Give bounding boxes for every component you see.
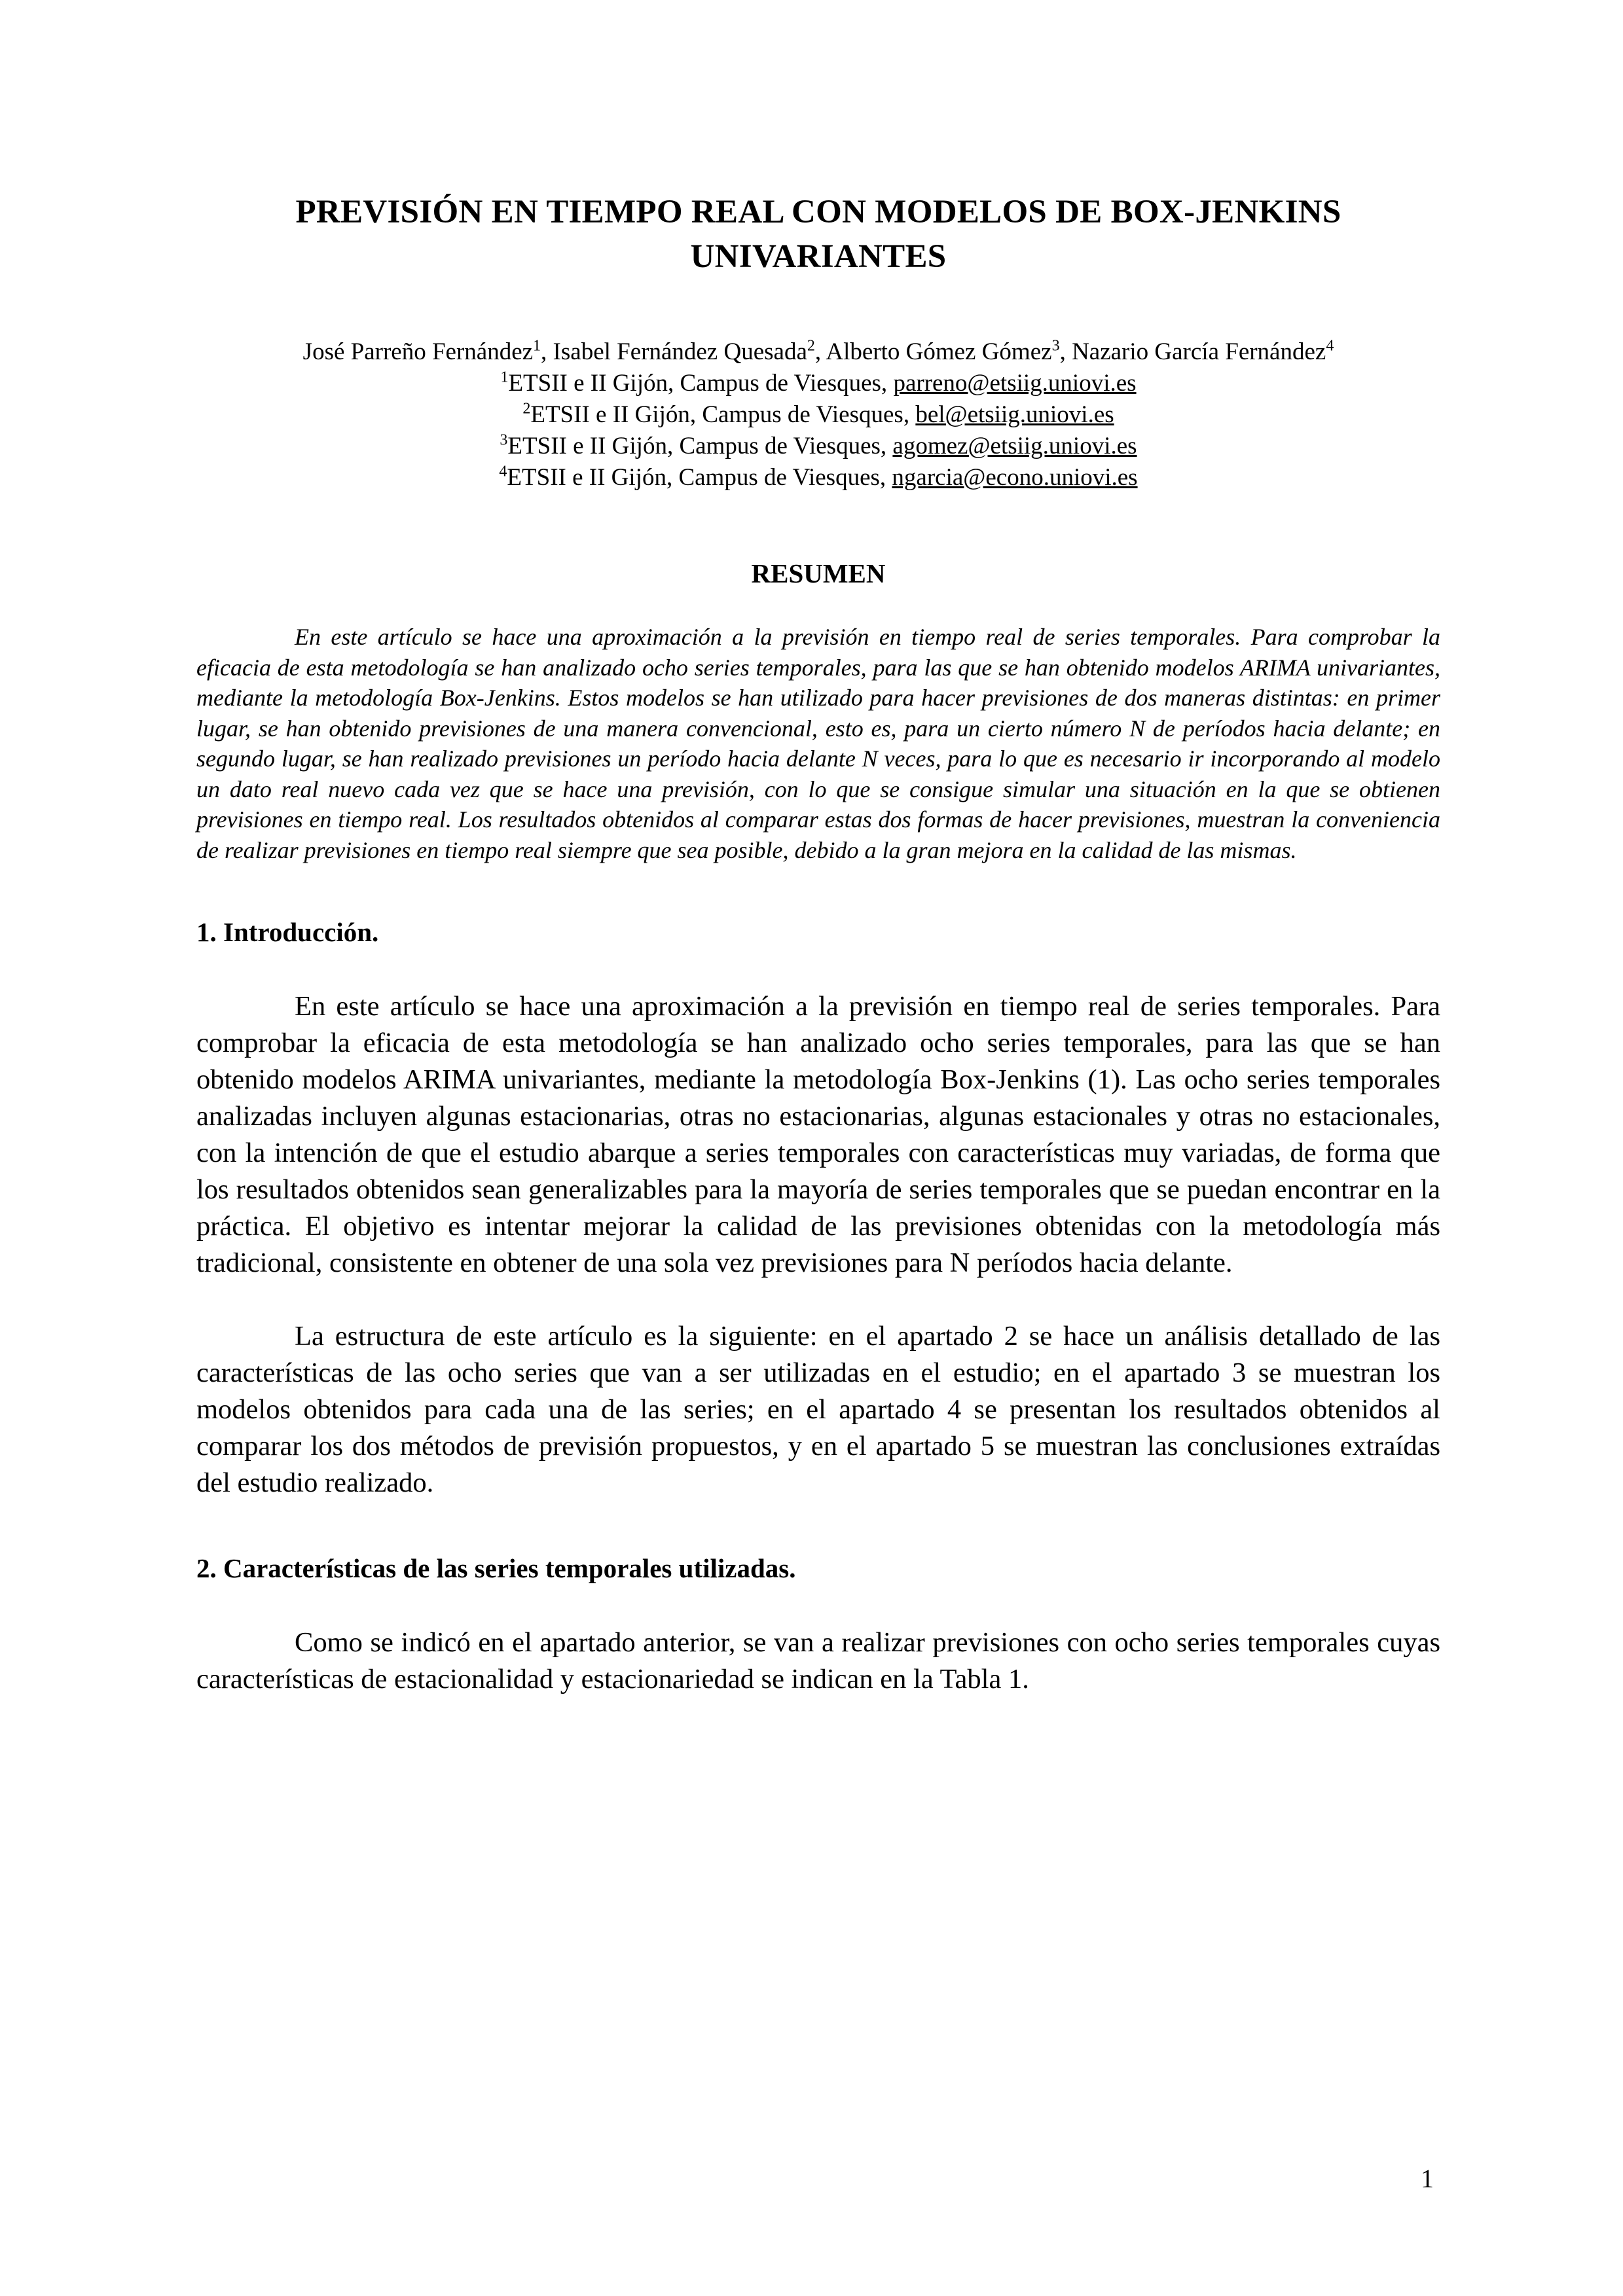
paper-title [196, 190, 1440, 279]
author: Alberto Gómez Gómez$^3$, [826, 337, 1072, 365]
section-2-heading: 2. Características de las series temporales utilizadas. [196, 1553, 796, 1583]
abstract-text: En este artículo se hace una aproximación a la previsión en tiempo real de series temporales. Para comprobar la eficacia de esta metodología se han analizado ocho series temporales, para las que se han obtenido modelos ARIMA univariantes, mediante la metodología Box-Jenkins. Estos modelos se han utilizado para hacer previsiones de dos maneras distintas: en primer lugar, se han obtenido previsiones de una manera convencional, esto es, para un cierto número N de períodos hacia delante; en segundo lugar, se han realizado previsiones un período hacia delante N veces, para lo que es necesario ir incorporando al modelo un dato real nuevo cada vez que se hace una previsión, con lo que se consigue simular una situación en la que se obtienen previsiones en tiempo real. Los resultados obtenidos al comparar estas dos formas de hacer previsiones, muestran la conveniencia de realizar previsiones en tiempo real siempre que sea posible, debido a la gran mejora en la calidad de las mismas. [196, 624, 1440, 863]
paper-page [196, 190, 1440, 1698]
author: Nazario García Fernández$^4$ [1072, 337, 1334, 365]
author-list [196, 336, 1440, 368]
section-1-paragraph-1: En este artículo se hace una aproximación a la previsión en tiempo real de series temporales. Para comprobar la eficacia de esta metodología se han analizado ocho series temporales, para las que se han obtenido modelos ARIMA univariantes, mediante la metodología Box-Jenkins (1). Las ocho series temporales analizadas incluyen algunas estacionarias, otras no estacionarias, algunas estacionales y otras no estacionales, con la intención de que el estudio abarque a series temporales con características muy variadas, de forma que los resultados obtenidos sean generalizables para la mayoría de series temporales que se puedan encontrar en la práctica. El objetivo es intentar mejorar la calidad de las previsiones obtenidas con la metodología más tradicional, consistente en obtener de una sola vez previsiones para N períodos hacia delante. [196, 991, 1440, 1278]
affiliation-2: $^2$ETSII e II Gijón, Campus de Viesques, bel@etsiig.uniovi.es [522, 400, 1114, 428]
section-1-paragraph-2: La estructura de este artículo es la siguiente: en el apartado 2 se hace un análisis detallado de las características de las ocho series que van a ser utilizadas en el estudio; en el apartado 3 se muestran los modelos obtenidos para cada una de las series; en el apartado 4 se presentan los resultados obtenidos al comparar los dos métodos de previsión propuestos, y en el apartado 5 se muestran las conclusiones extraídas del estudio realizado. [196, 1321, 1440, 1498]
abstract-heading: RESUMEN [751, 558, 886, 588]
affiliation-3: $^3$ETSII e II Gijón, Campus de Viesques, agomez@etsiig.uniovi.es [500, 431, 1137, 459]
email-link[interactable]: agomez@etsiig.uniovi.es [892, 433, 1137, 459]
author: José Parreño Fernández$^1$, [302, 337, 553, 365]
affiliation-4: $^4$ETSII e II Gijón, Campus de Viesques, ngarcia@econo.uniovi.es [499, 463, 1138, 491]
email-link[interactable]: bel@etsiig.uniovi.es [915, 401, 1114, 428]
title-line-1: PREVISIÓN EN TIEMPO REAL CON MODELOS DE BOX-JENKINS [295, 194, 1341, 230]
affiliation-1: $^1$ETSII e II Gijón, Campus de Viesques, parreno@etsiig.uniovi.es [500, 368, 1137, 397]
author: Isabel Fernández Quesada$^2$, [553, 337, 826, 365]
page-number: 1 [1421, 2164, 1434, 2193]
section-1-heading: 1. Introducción. [196, 917, 379, 947]
email-link[interactable]: parreno@etsiig.uniovi.es [893, 370, 1137, 397]
email-link[interactable]: ngarcia@econo.uniovi.es [892, 464, 1138, 491]
title-line-2: UNIVARIANTES [690, 238, 947, 275]
section-2-paragraph-1: Como se indicó en el apartado anterior, se van a realizar previsiones con ocho series temporales cuyas características de estacionalidad y estacionariedad se indican en la Tabla 1. [196, 1627, 1440, 1695]
